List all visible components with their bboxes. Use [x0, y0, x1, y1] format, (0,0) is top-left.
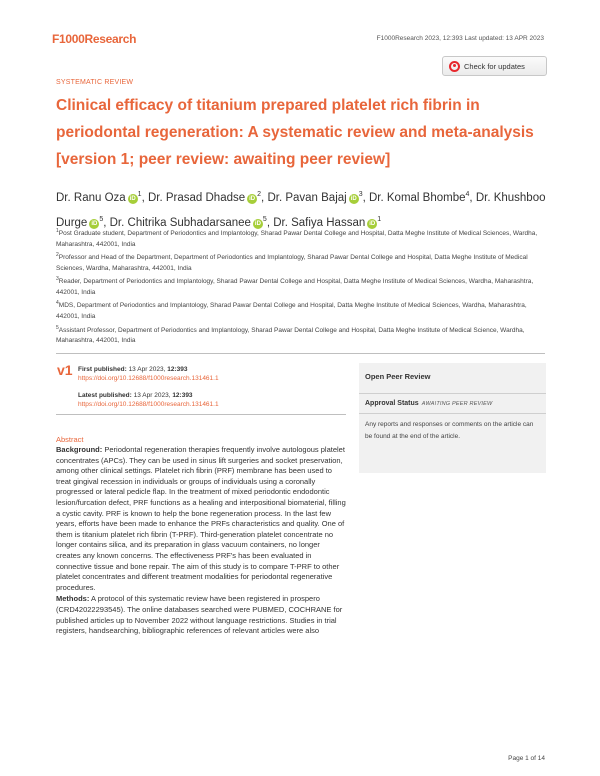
abstract-methods — [56, 594, 346, 636]
latest-published-date: 13 Apr 2023, — [133, 392, 171, 399]
author-name[interactable]: Dr. Pavan Bajaj — [267, 191, 347, 204]
latest-published-label: Latest published: — [78, 392, 132, 399]
author-affiliation-number: 1 — [377, 215, 382, 223]
article-title: Clinical efficacy of titanium prepared platelet rich fibrin in periodontal regeneration: A systematic review and meta-analysis [version 1; peer review: awaiting peer review] — [56, 97, 534, 168]
affiliation-number: 3 — [56, 276, 59, 283]
orcid-icon[interactable]: iD — [91, 220, 98, 227]
abstract-heading: Abstract — [56, 435, 84, 444]
orcid-icon[interactable]: iD — [129, 195, 136, 202]
author-list: Dr. Ranu Oza $iD^1$, Dr. Prasad Dhadse $iD^2$, Dr. Pavan Bajaj $iD^3$, Dr. Komal Bhombe$^4$, Dr. Khushboo Durge $iD^5$, Dr. Chitrika Subhadarsanee $iD^5$, Dr. Safiya Hassan $iD^1$ — [56, 191, 546, 229]
affiliation-item — [56, 250, 546, 274]
latest-published-ref: 12:393 — [172, 392, 193, 399]
methods-label: Methods: — [56, 594, 90, 604]
affiliation-text: MDS, Department of Periodontics and Implantology, Sharad Pawar Dental College and Hospital, Datta Meghe Institute of Medical Sciences, Wardha, Maharashtra, 442001, India — [56, 302, 527, 321]
orcid-icon[interactable]: iD — [350, 195, 357, 202]
approval-status-value: AWAITING PEER REVIEW — [421, 401, 493, 407]
affiliation-item — [56, 226, 546, 250]
affiliation-text: Professor and Head of the Department, Department of Periodontics and Implantology, Sharad Pawar Dental College and Hospital, Datta Meghe Institute of Medical Sciences, Wardha, Maharashtra, 442001, India — [56, 254, 528, 272]
affiliation-number: 5 — [56, 324, 59, 331]
article-meta: F1000Research 2023, 12:393 Last updated: 13 APR 2023 — [376, 35, 544, 42]
approval-status-label: Approval Status — [365, 400, 419, 407]
affiliation-text: Reader, Department of Periodontics and Implantology, Sharad Pawar Dental College and Hospital, Datta Meghe Institute of Medical Sciences, Wardha, Maharashtra, 442001, India — [56, 278, 534, 296]
background-label: Background: — [56, 445, 103, 454]
affiliations — [56, 226, 546, 347]
page-number: Page 1 of 14 — [508, 755, 545, 762]
first-published-date: 13 Apr 2023, — [128, 366, 166, 373]
version-label: v1 — [57, 362, 73, 378]
author-affiliation-number: 1 — [137, 191, 142, 198]
affiliation-number: 1 — [56, 228, 59, 234]
open-peer-review-panel — [359, 363, 546, 473]
author-name[interactable]: Dr. Safiya Hassan — [273, 216, 366, 229]
author-name[interactable]: Dr. Komal Bhombe — [369, 191, 466, 204]
author-name[interactable]: Dr. Chitrika Subhadarsanee — [109, 216, 251, 229]
affiliation-number: 2 — [56, 252, 59, 259]
first-published-ref: 12:393 — [167, 366, 188, 373]
peer-review-note: Any reports and responses or comments on the article can be found at the end of the article. — [365, 421, 534, 440]
peer-review-heading: Open Peer Review — [365, 372, 431, 381]
affiliation-text: Assistant Professor, Department of Periodontics and Implantology, Sharad Pawar Dental College and Hospital, Datta Meghe Institute of Medical Science, Wardha, Maharashtra, 442001, India — [56, 326, 525, 345]
orcid-icon[interactable]: iD — [254, 220, 261, 227]
author-name[interactable]: Dr. Khushboo Durge — [56, 191, 546, 229]
affiliation-item — [56, 274, 546, 298]
background-text: Periodontal regeneration therapies frequently involve autologous platelet concentrates (APCs). They can be used in sinus lift surgeries and socket preservation, among other clinical settings. Platelet rich fibrin (PRF) membrane has been used to treat gingival recession in individuals or groups of individuals using a coronally progressed or lateral pedicle flap. In the treatment of mixed periodontic endodontic lesion/furcation defect, PRF functions as a healing and interpositional biomaterial, filling a cystic cavity. PRF is known to help the bone regeneration process. In the last few years, efforts have been made to enhance the PRFs characteristics and quality. One of them is titanium platelet rich fibrin (T-PRF). Third-generation platelet concentrate no longer contains silica, and its preparation in glass vacuum containers, no longer creates any known concerns. The effectiveness PRF's has been evaluated in connective tissue and bone repair. The aim of this study is to compare T-PRF to other platelet concentrates and different treatment modalities for periodontal regenerative procedures. — [56, 445, 346, 592]
author-affiliation-number: 5 — [262, 215, 267, 223]
abstract-section — [56, 414, 346, 637]
approval-status — [359, 394, 546, 407]
abstract-background — [56, 445, 346, 593]
author-affiliation-number: 4 — [465, 191, 470, 198]
author-affiliation-number: 5 — [99, 215, 104, 223]
author-affiliation-number: 2 — [257, 191, 262, 198]
affiliation-number: 4 — [56, 300, 59, 307]
affiliation-item — [56, 323, 546, 347]
f1000research-logo: F1000Research — [52, 32, 137, 46]
publication-info — [78, 365, 219, 417]
crossmark-icon — [449, 61, 460, 72]
affiliation-text: Post Graduate student, Department of Periodontics and Implantology, Sharad Pawar Dental College and Hospital, Datta Meghe Institute of Medical Sciences, Wardha, Maharashtra, 442001, India — [56, 230, 538, 248]
divider — [56, 353, 545, 354]
author-name[interactable]: Dr. Prasad Dhadse — [147, 191, 246, 204]
first-doi-link[interactable]: https://doi.org/10.12688/f1000research.131461.1 — [78, 375, 219, 382]
affiliation-item — [56, 298, 546, 322]
check-for-updates-button[interactable] — [442, 56, 547, 76]
check-for-updates-label: Check for updates — [464, 61, 525, 71]
orcid-icon[interactable]: iD — [249, 195, 256, 202]
article-type: SYSTEMATIC REVIEW — [56, 79, 134, 86]
author-name[interactable]: Dr. Ranu Oza — [56, 191, 126, 204]
first-published-label: First published: — [78, 366, 127, 373]
methods-text: A protocol of this systematic review have been registered in prospero (CRD42022293545). The online databases searched were PUBMED, COCHRANE for published articles up to November 2022 without language restrictions. Studies in trial registers, handsearching, bibliographic references of relevant articles were also — [56, 594, 343, 636]
orcid-icon[interactable]: iD — [369, 220, 376, 227]
latest-doi-link[interactable]: https://doi.org/10.12688/f1000research.131461.1 — [78, 401, 219, 408]
author-affiliation-number: 3 — [358, 191, 363, 198]
